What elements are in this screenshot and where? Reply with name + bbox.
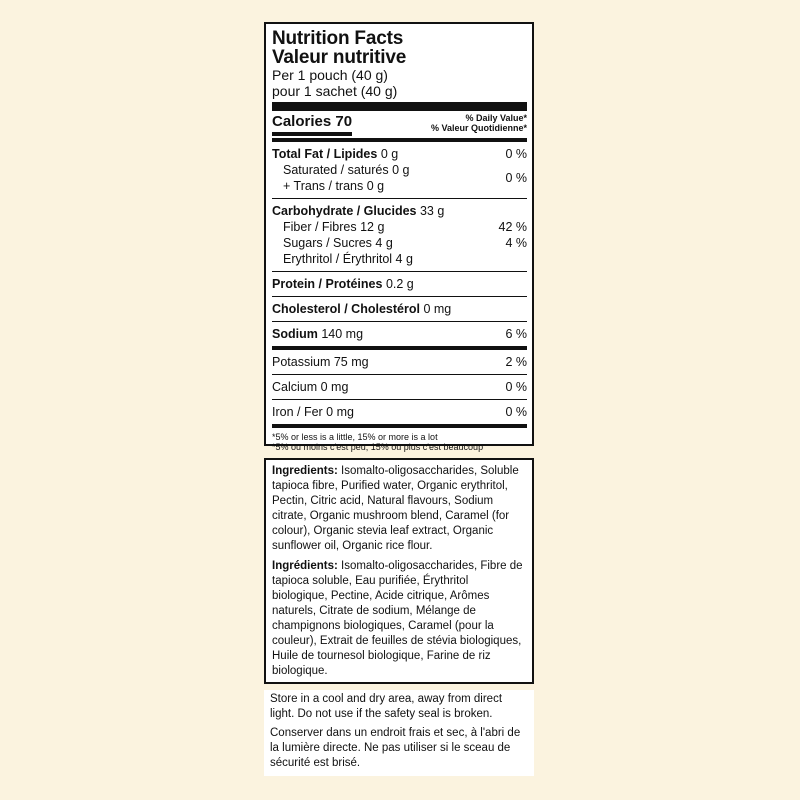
calcium-block [272, 375, 527, 399]
ingredients-fr-text: Isomalto-oligosaccharides, Fibre de tapioca soluble, Eau purifiée, Érythritol biologique, Pectine, Acide citrique, Arômes naturels, Citrate de sodium, Mélange de champignons biologiques, Caramel (pour la couleur), Extrait de feuilles de stévia biologiques, Huile de tournesol biologique, Farine de riz biologique. [272, 560, 523, 677]
storage-en: Store in a cool and dry area, away from direct light. Do not use if the safety seal is broken. [270, 693, 503, 720]
cholesterol-label: Cholesterol / Cholestérol [272, 302, 420, 316]
potassium-block [272, 350, 527, 374]
erythritol-row [272, 251, 527, 267]
potassium-dv: 2 % [505, 355, 527, 369]
carb-amount: 33 g [419, 204, 445, 218]
cholesterol-block [272, 297, 527, 321]
fat-block [272, 142, 527, 198]
cholesterol-amount: 0 mg [423, 302, 452, 316]
iron-block [272, 400, 527, 424]
total-fat-amount: 0 g [380, 147, 399, 161]
sodium-amount: 140 mg [321, 327, 364, 341]
calcium-label: Calcium 0 mg [272, 380, 349, 394]
potassium-row [272, 354, 527, 370]
storage-panel [264, 690, 534, 776]
total-fat-row [272, 146, 527, 162]
ingredients-fr-label: Ingrédients: [272, 560, 338, 572]
storage-fr: Conserver dans un endroit frais et sec, à l'abri de la lumière directe. Ne pas utiliser si le sceau de sécurité est brisé. [270, 727, 521, 769]
dv-header-fr: % Valeur Quotidienne* [430, 123, 527, 133]
ingredients-en-text: Isomalto-oligosaccharides, Soluble tapioca fibre, Purified water, Organic erythritol, Pectin, Citric acid, Natural flavours, Sodium citrate, Organic mushroom blend, Caramel (for colour), Organic stevia leaf extract, Organic sunflower oil, Organic rice flour. [272, 465, 519, 552]
calories-row [272, 111, 527, 138]
protein-row [272, 276, 527, 292]
calories-label: Calories 70 [272, 113, 352, 136]
ingredients-en [272, 464, 526, 554]
serving-size-fr: pour 1 sachet (40 g) [272, 83, 398, 99]
cholesterol-row [272, 301, 527, 317]
trans-row [272, 178, 505, 194]
nutrition-title-en: Nutrition Facts [272, 28, 404, 49]
protein-label: Protein / Protéines [272, 277, 383, 291]
calcium-row [272, 379, 527, 395]
sugars-row [272, 235, 527, 251]
saturated-row [272, 162, 505, 178]
fiber-label: Fiber / Fibres 12 g [283, 220, 385, 234]
carb-block [272, 199, 527, 271]
sugars-dv: 4 % [505, 236, 527, 250]
iron-label: Iron / Fer 0 mg [272, 405, 354, 419]
trans-label: + Trans / trans 0 g [283, 179, 385, 193]
calcium-dv: 0 % [505, 380, 527, 394]
protein-block [272, 272, 527, 296]
ingredients-panel [264, 458, 534, 684]
iron-row [272, 404, 527, 420]
iron-dv: 0 % [505, 405, 527, 419]
sodium-row [272, 326, 527, 342]
dv-header-en: % Daily Value* [465, 113, 527, 123]
nutrition-facts-panel [264, 22, 534, 452]
saturated-label: Saturated / saturés 0 g [283, 163, 410, 177]
carb-row [272, 203, 527, 219]
sugars-label: Sugars / Sucres 4 g [283, 236, 393, 250]
serving-size-en: Per 1 pouch (40 g) [272, 67, 388, 83]
sodium-label: Sodium [272, 327, 318, 341]
thick-divider [272, 102, 527, 111]
fat-subgroup [272, 162, 527, 194]
footnote [272, 428, 527, 452]
sodium-dv: 6 % [505, 327, 527, 341]
potassium-label: Potassium 75 mg [272, 355, 369, 369]
total-fat-dv: 0 % [505, 147, 527, 161]
total-fat-label: Total Fat / Lipides [272, 147, 378, 161]
erythritol-label: Erythritol / Érythritol 4 g [283, 252, 413, 266]
fiber-dv: 42 % [498, 220, 527, 234]
carb-label: Carbohydrate / Glucides [272, 204, 417, 218]
protein-amount: 0.2 g [385, 277, 414, 291]
ingredients-fr [272, 559, 526, 679]
footnote-fr: *5% ou moins c'est peu, 15% ou plus c'est beaucoup [272, 442, 484, 452]
sat-trans-dv: 0 % [505, 171, 527, 185]
fiber-row [272, 219, 527, 235]
ingredients-en-label: Ingredients: [272, 465, 338, 477]
footnote-en: *5% or less is a little, 15% or more is a lot [272, 432, 438, 442]
nutrition-title-fr: Valeur nutritive [272, 47, 407, 68]
daily-value-header [431, 113, 527, 133]
sodium-block [272, 322, 527, 346]
